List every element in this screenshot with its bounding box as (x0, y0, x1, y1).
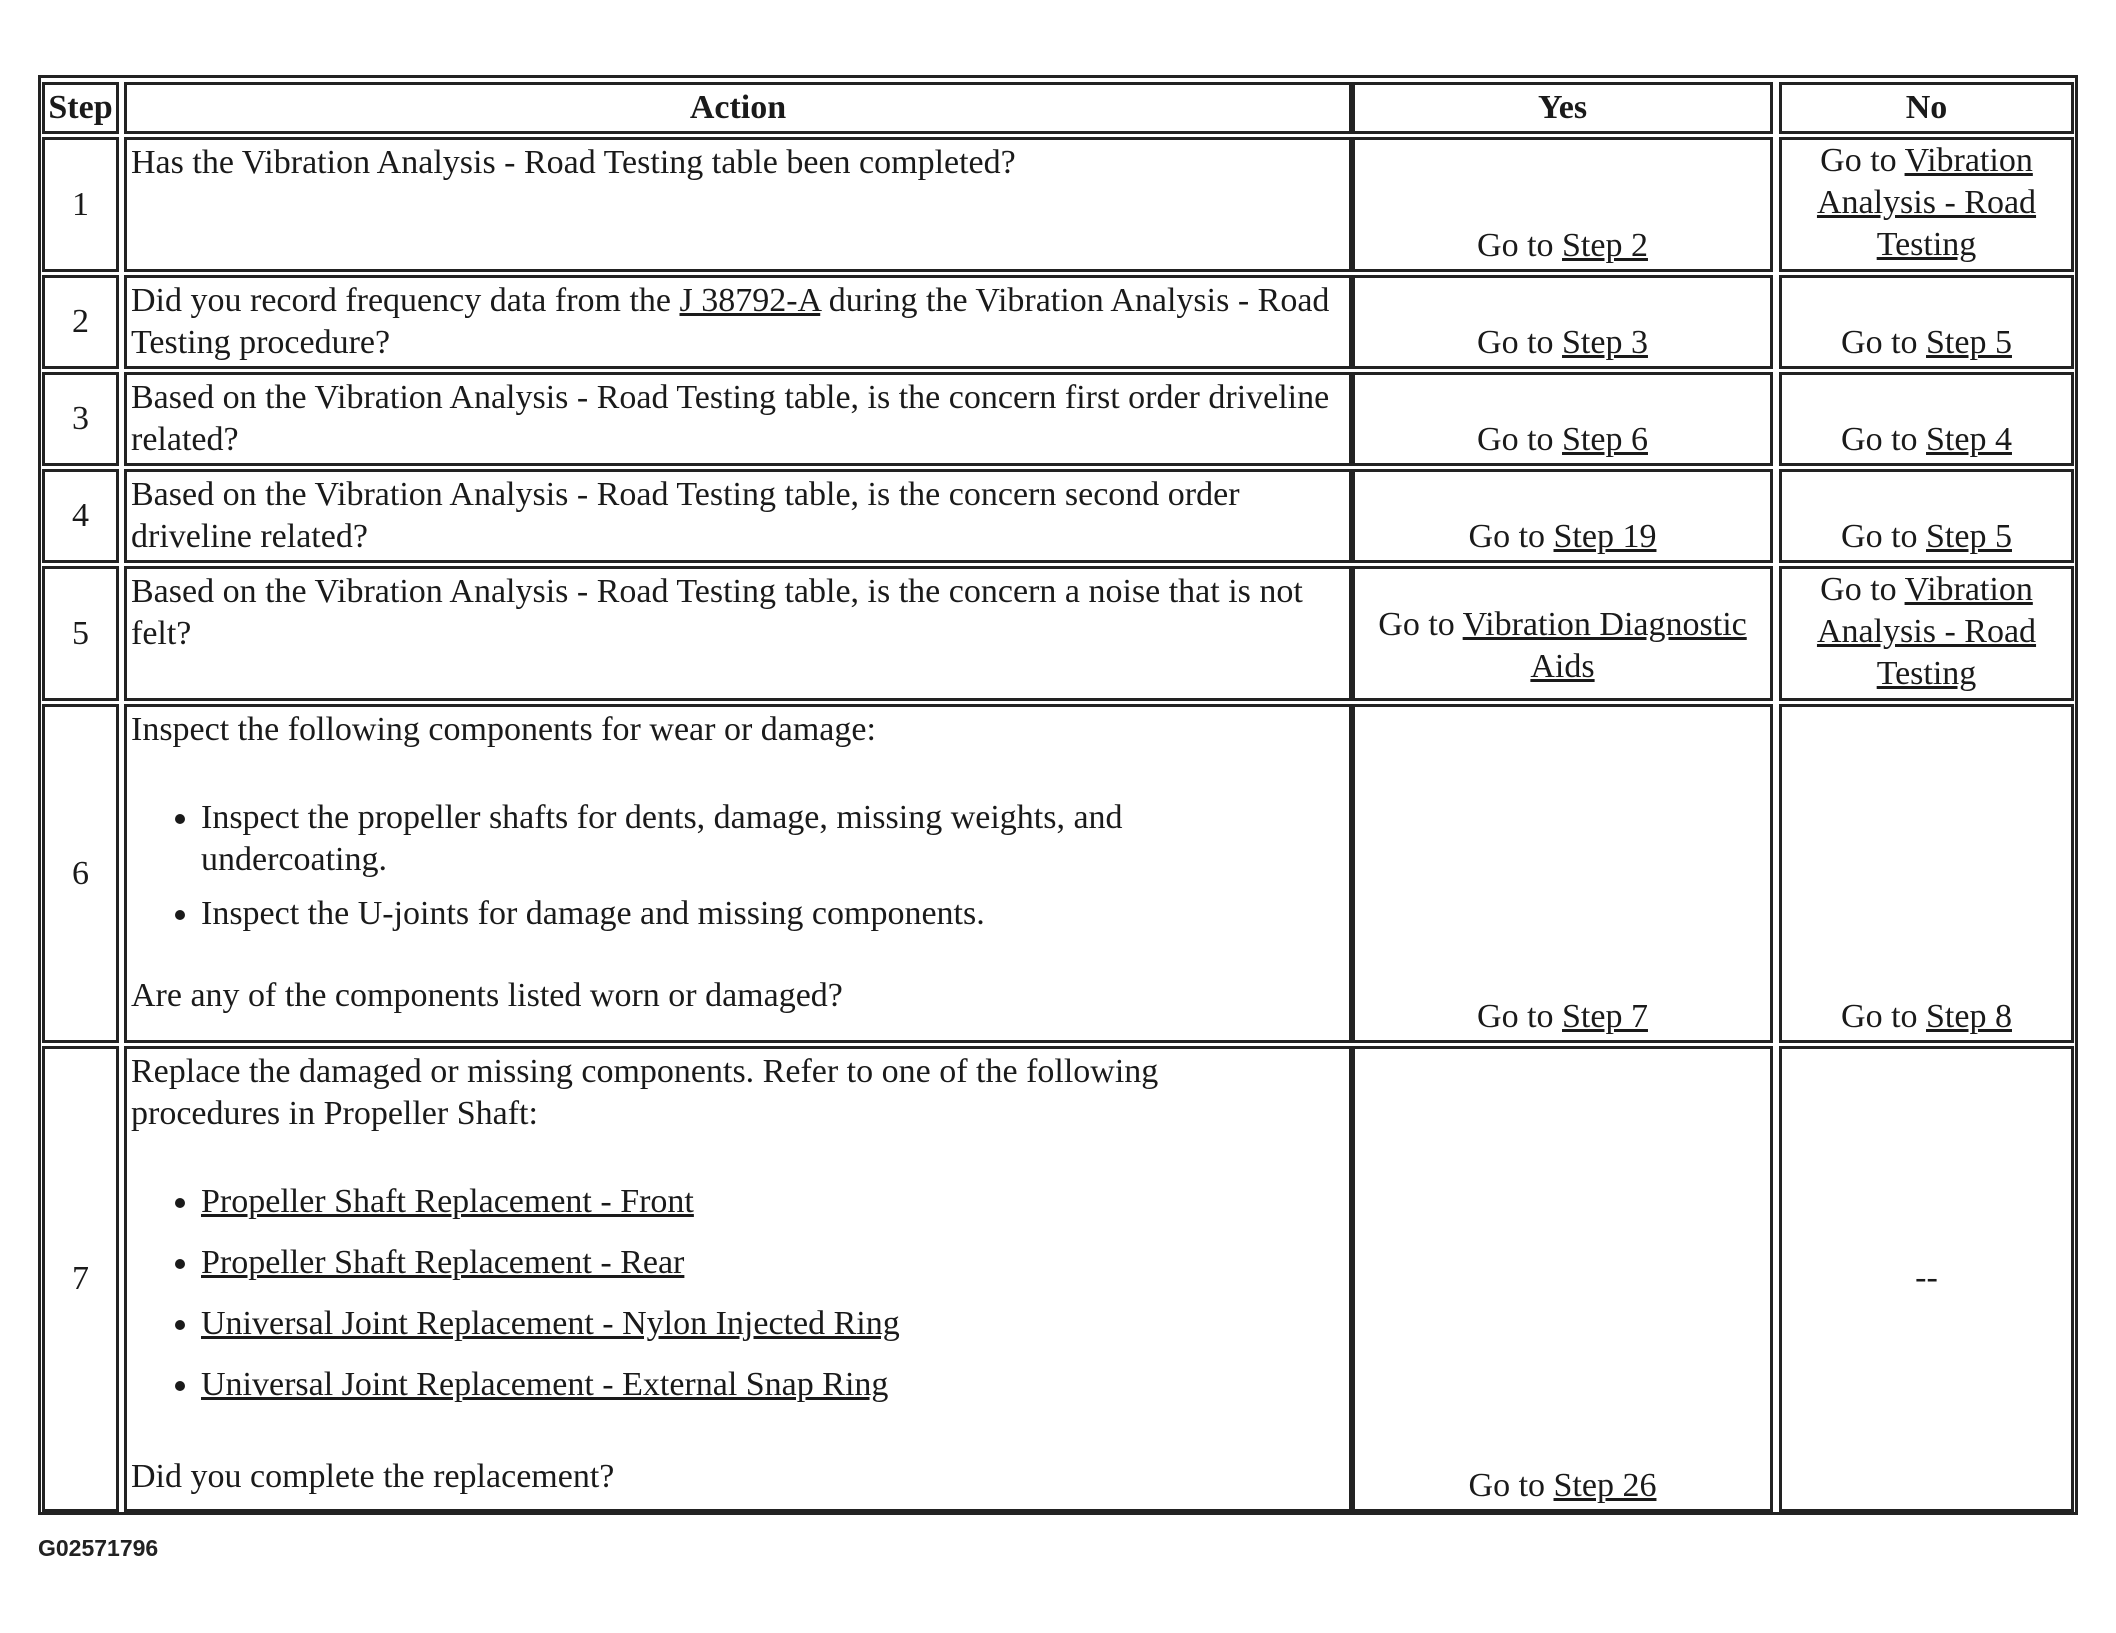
yes-prefix: Go to (1468, 518, 1554, 555)
yes-prefix: Go to (1477, 227, 1563, 264)
yes-step-link[interactable]: Step 2 (1562, 227, 1648, 264)
inspection-list (131, 797, 1345, 935)
yes-prefix: Go to (1468, 1467, 1554, 1504)
inspection-question: Are any of the components listed worn or damaged? (131, 977, 843, 1014)
no-link-vibration-analysis-2[interactable]: Analysis - Road (1816, 184, 2037, 221)
no-cell (1779, 469, 2074, 563)
yes-cell (1352, 704, 1773, 1043)
yes-prefix: Go to (1477, 421, 1563, 458)
yes-cell (1352, 275, 1773, 369)
action-question: Based on the Vibration Analysis - Road Testing table, is the concern second order driveline related? (131, 476, 1240, 555)
step-number: 5 (42, 566, 119, 701)
no-prefix: Go to (1820, 571, 1905, 608)
no-step-link[interactable]: Step 4 (1926, 421, 2012, 458)
yes-prefix: Go to (1378, 605, 1463, 643)
inspection-intro: Inspect the following components for wear or damage: (131, 711, 876, 748)
step-number: 7 (42, 1046, 119, 1512)
tool-link[interactable]: J 38792-A (679, 282, 821, 319)
action-pre: Did you record frequency data from the (131, 282, 680, 319)
header-action: Action (124, 82, 1352, 134)
action-text (124, 275, 1352, 369)
action-question: Has the Vibration Analysis - Road Testing table been completed? (131, 144, 1016, 181)
yes-cell (1352, 1046, 1773, 1512)
yes-prefix: Go to (1477, 998, 1563, 1035)
step-number: 2 (42, 275, 119, 369)
action-text (124, 137, 1352, 272)
no-prefix: Go to (1841, 421, 1927, 458)
step-number: 1 (42, 137, 119, 272)
no-cell (1779, 137, 2074, 272)
yes-cell (1352, 469, 1773, 563)
action-question: Based on the Vibration Analysis - Road Testing table, is the concern first order driveline related? (131, 379, 1330, 458)
procedure-link-snap-ring[interactable]: • Universal Joint Replacement - External Snap Ring (201, 1364, 1345, 1406)
procedure-link-front-shaft[interactable]: • Propeller Shaft Replacement - Front (201, 1181, 1345, 1223)
procedure-list (131, 1181, 1345, 1406)
step-number: 4 (42, 469, 119, 563)
action-text (124, 566, 1352, 701)
no-step-link[interactable]: Step 8 (1926, 998, 2012, 1035)
yes-link-vibration-diagnostic-aids[interactable]: Vibration Diagnostic (1462, 605, 1747, 643)
no-step-link[interactable]: Step 5 (1926, 324, 2012, 361)
action-text (124, 1046, 1352, 1512)
replacement-question: Did you complete the replacement? (131, 1458, 615, 1495)
no-cell (1779, 704, 2074, 1043)
no-prefix: Go to (1841, 998, 1927, 1035)
no-prefix: Go to (1841, 518, 1927, 555)
action-question: Based on the Vibration Analysis - Road Testing table, is the concern a noise that is not felt? (131, 573, 1303, 652)
no-link-vibration-analysis-3[interactable]: Testing (1876, 655, 1977, 692)
action-post: during the Vibration Analysis - Road Testing procedure? (131, 282, 1330, 361)
header-no: No (1779, 82, 2074, 134)
no-cell (1779, 275, 2074, 369)
list-item: • Inspect the U-joints for damage and missing components. (201, 893, 1345, 935)
yes-prefix: Go to (1477, 324, 1563, 361)
no-link-vibration-analysis[interactable]: Vibration (1904, 571, 2033, 608)
procedure-link-nylon-ring[interactable]: • Universal Joint Replacement - Nylon Injected Ring (201, 1303, 1345, 1345)
no-link-vibration-analysis-3[interactable]: Testing (1876, 226, 1977, 263)
yes-step-link[interactable]: Step 6 (1562, 421, 1648, 458)
no-link-vibration-analysis-2[interactable]: Analysis - Road (1816, 613, 2037, 650)
no-empty-value: -- (1915, 1259, 1938, 1296)
action-text (124, 372, 1352, 466)
no-cell (1779, 372, 2074, 466)
action-text (124, 469, 1352, 563)
no-prefix: Go to (1841, 324, 1927, 361)
no-step-link[interactable]: Step 5 (1926, 518, 2012, 555)
step-number: 3 (42, 372, 119, 466)
replacement-intro: Replace the damaged or missing components. Refer to one of the following procedures in Propeller Shaft: (131, 1053, 1159, 1132)
yes-step-link[interactable]: Step 26 (1553, 1467, 1657, 1504)
yes-cell (1352, 566, 1773, 701)
yes-step-link[interactable]: Step 19 (1553, 518, 1657, 555)
step-number: 6 (42, 704, 119, 1043)
yes-cell (1352, 137, 1773, 272)
action-text (124, 704, 1352, 1043)
no-prefix: Go to (1820, 142, 1905, 179)
yes-link-vibration-diagnostic-aids-2[interactable]: Aids (1530, 647, 1595, 685)
no-link-vibration-analysis[interactable]: Vibration (1904, 142, 2033, 179)
yes-cell (1352, 372, 1773, 466)
procedure-link-rear-shaft[interactable]: • Propeller Shaft Replacement - Rear (201, 1242, 1345, 1284)
figure-id: G02571796 (38, 1535, 159, 1561)
no-cell (1779, 566, 2074, 701)
yes-step-link[interactable]: Step 3 (1562, 324, 1648, 361)
no-cell (1779, 1046, 2074, 1512)
list-item: • Inspect the propeller shafts for dents, damage, missing weights, and undercoating. (201, 797, 1345, 881)
header-yes: Yes (1352, 82, 1773, 134)
yes-step-link[interactable]: Step 7 (1562, 998, 1648, 1035)
header-step: Step (42, 82, 119, 134)
